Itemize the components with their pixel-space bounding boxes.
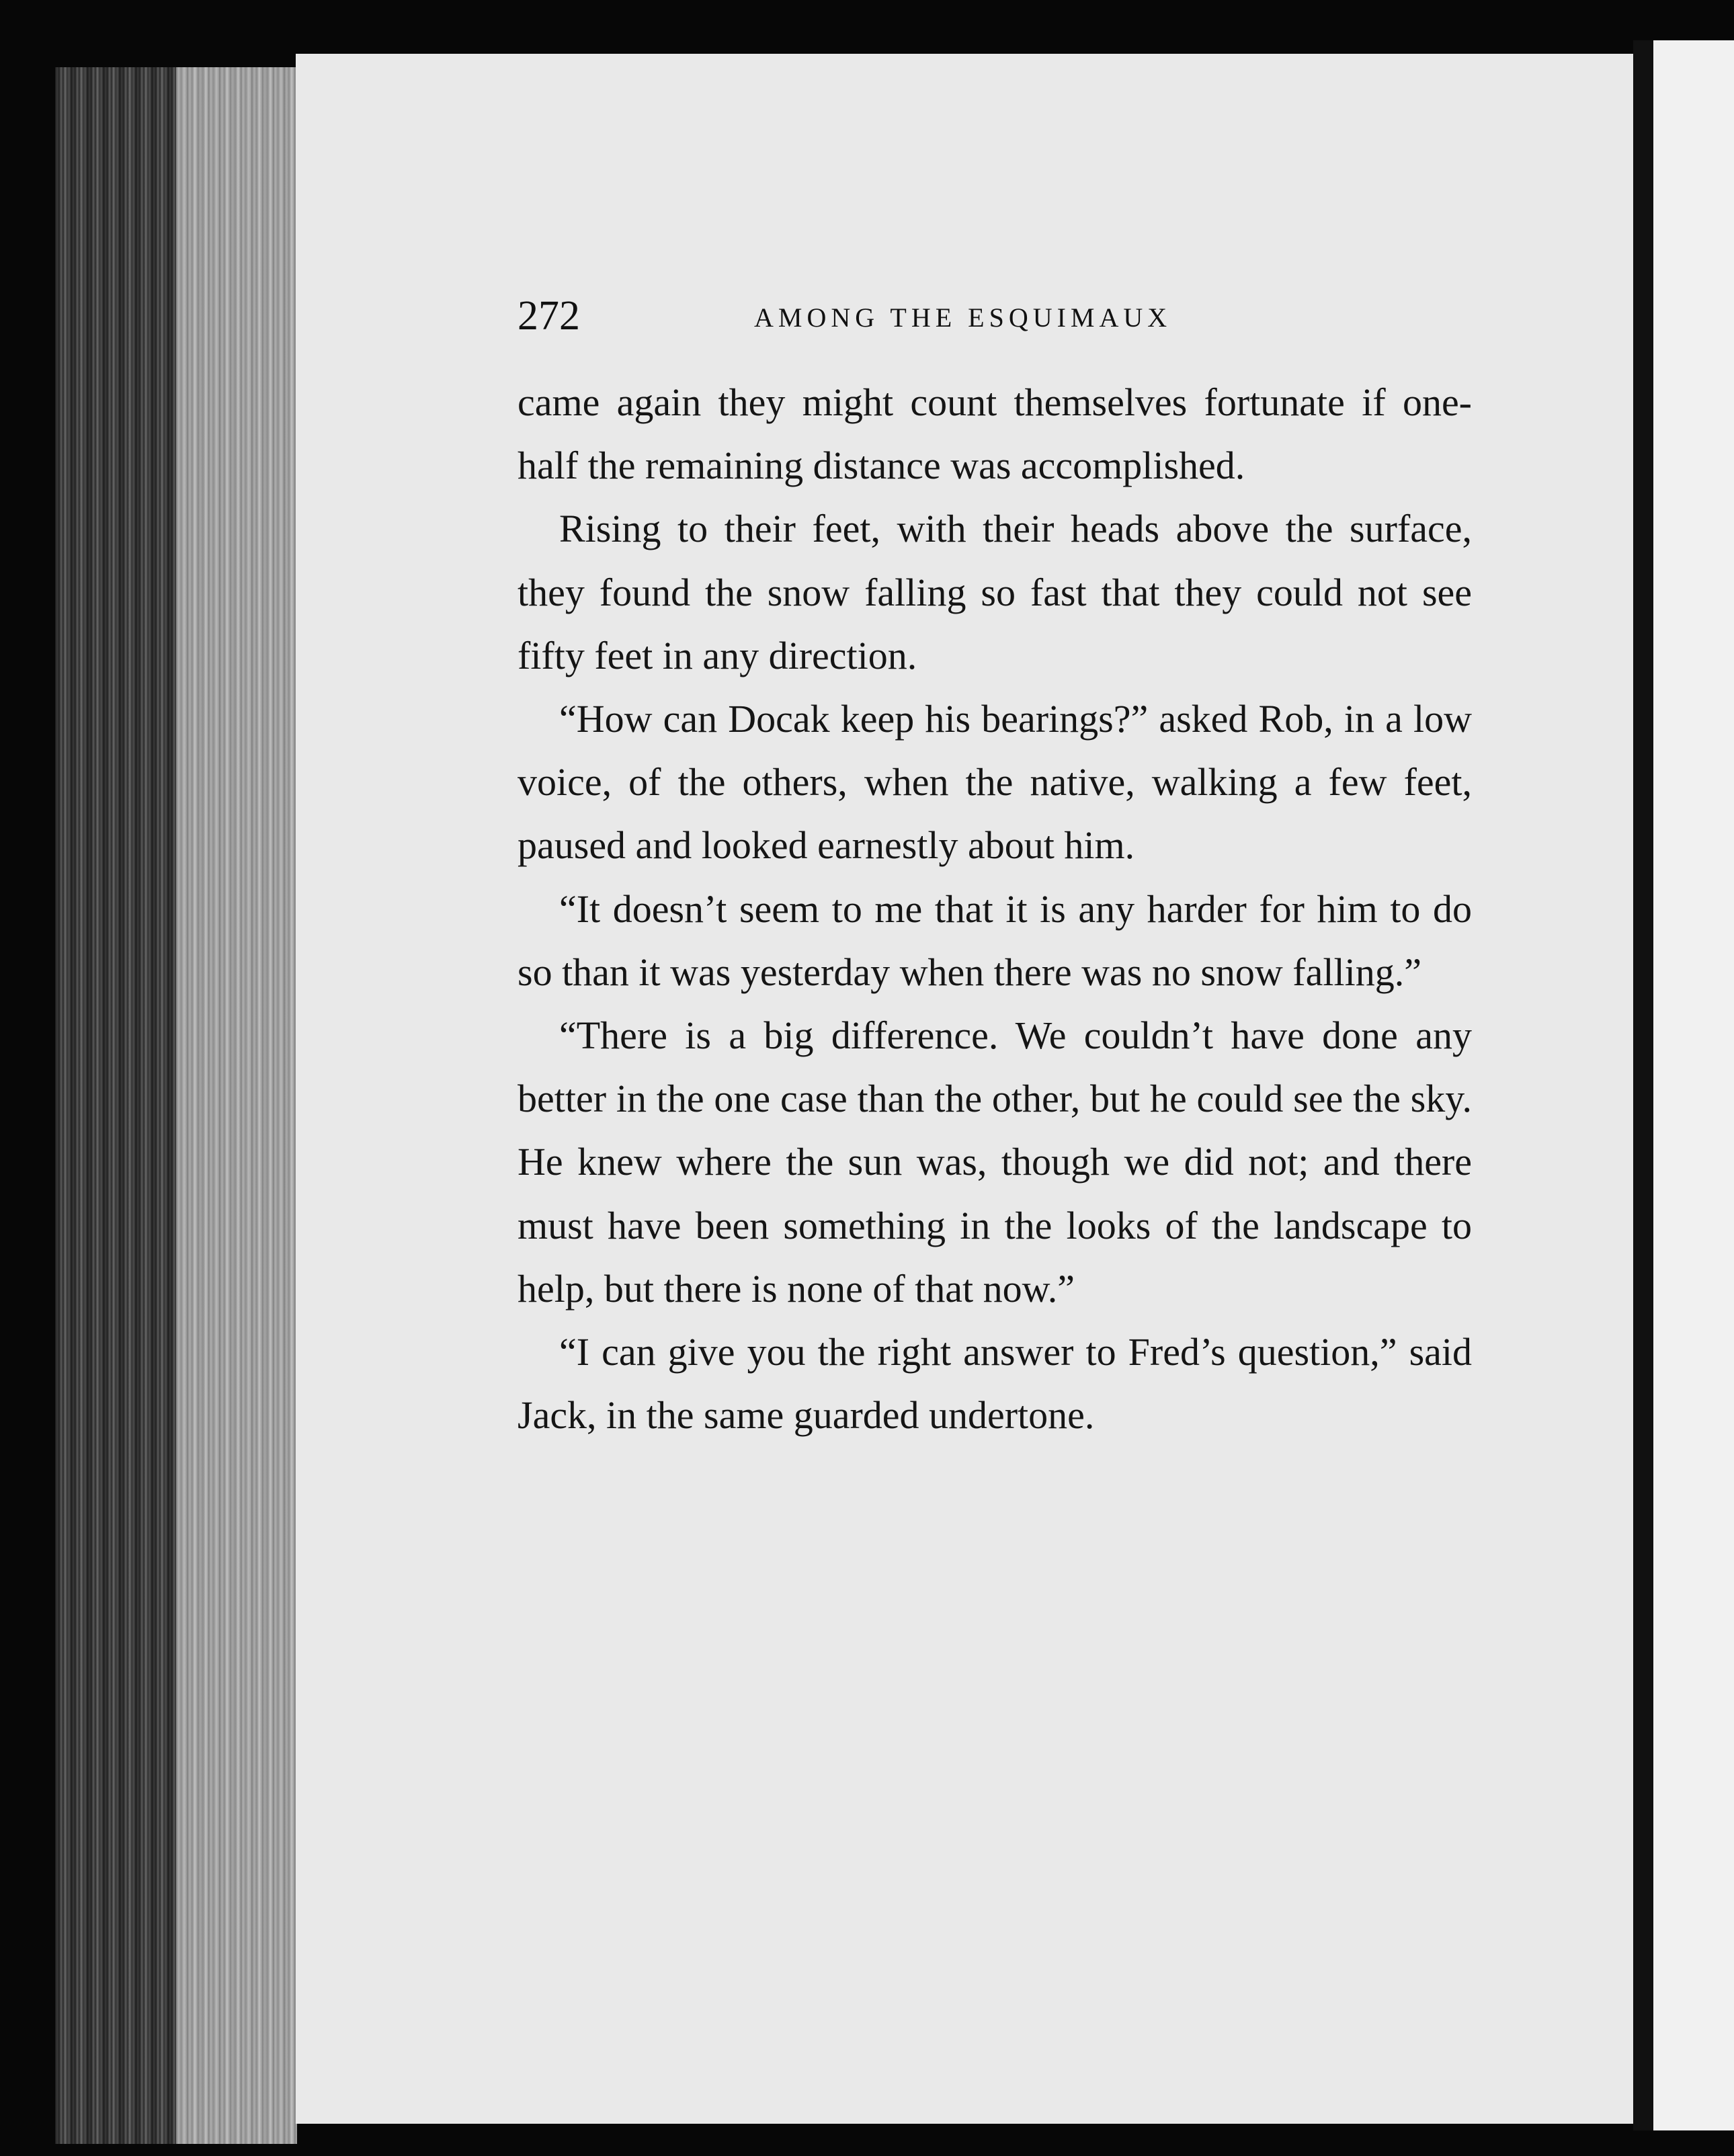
facing-page-edge bbox=[1653, 40, 1734, 2130]
paragraph-1: came again they might count themselves fortunate if one-half the remaining distance was accomplished. bbox=[518, 380, 1472, 488]
body-text bbox=[518, 371, 1472, 1447]
running-title: AMONG THE ESQUIMAUX bbox=[754, 302, 1172, 333]
binding-gutter bbox=[1633, 40, 1653, 2130]
running-head bbox=[518, 286, 1492, 346]
paragraph-4: “It doesn’t seem to me that it is any harder for him to do so than it was yesterday when there was no snow falling.” bbox=[518, 886, 1472, 994]
page-number: 272 bbox=[518, 293, 580, 339]
paragraph-5: “There is a big difference. We couldn’t have done any better in the one case than the other, but he could see the sky. He knew where the sun was, though we did not; and there must have been something in the looks of the landscape to help, but there is none of that now.” bbox=[518, 1013, 1472, 1311]
paragraph-2: Rising to their feet, with their heads above the surface, they found the snow falling so fast that they could not see fifty feet in any direction. bbox=[518, 507, 1472, 677]
paragraph-6: “I can give you the right answer to Fred’s question,” said Jack, in the same guarded undertone. bbox=[518, 1330, 1472, 1438]
book-page-edges bbox=[55, 67, 297, 2144]
paragraph-3: “How can Docak keep his bearings?” asked Rob, in a low voice, of the others, when the native, walking a few feet, paused and looked earnestly about him. bbox=[518, 697, 1472, 868]
